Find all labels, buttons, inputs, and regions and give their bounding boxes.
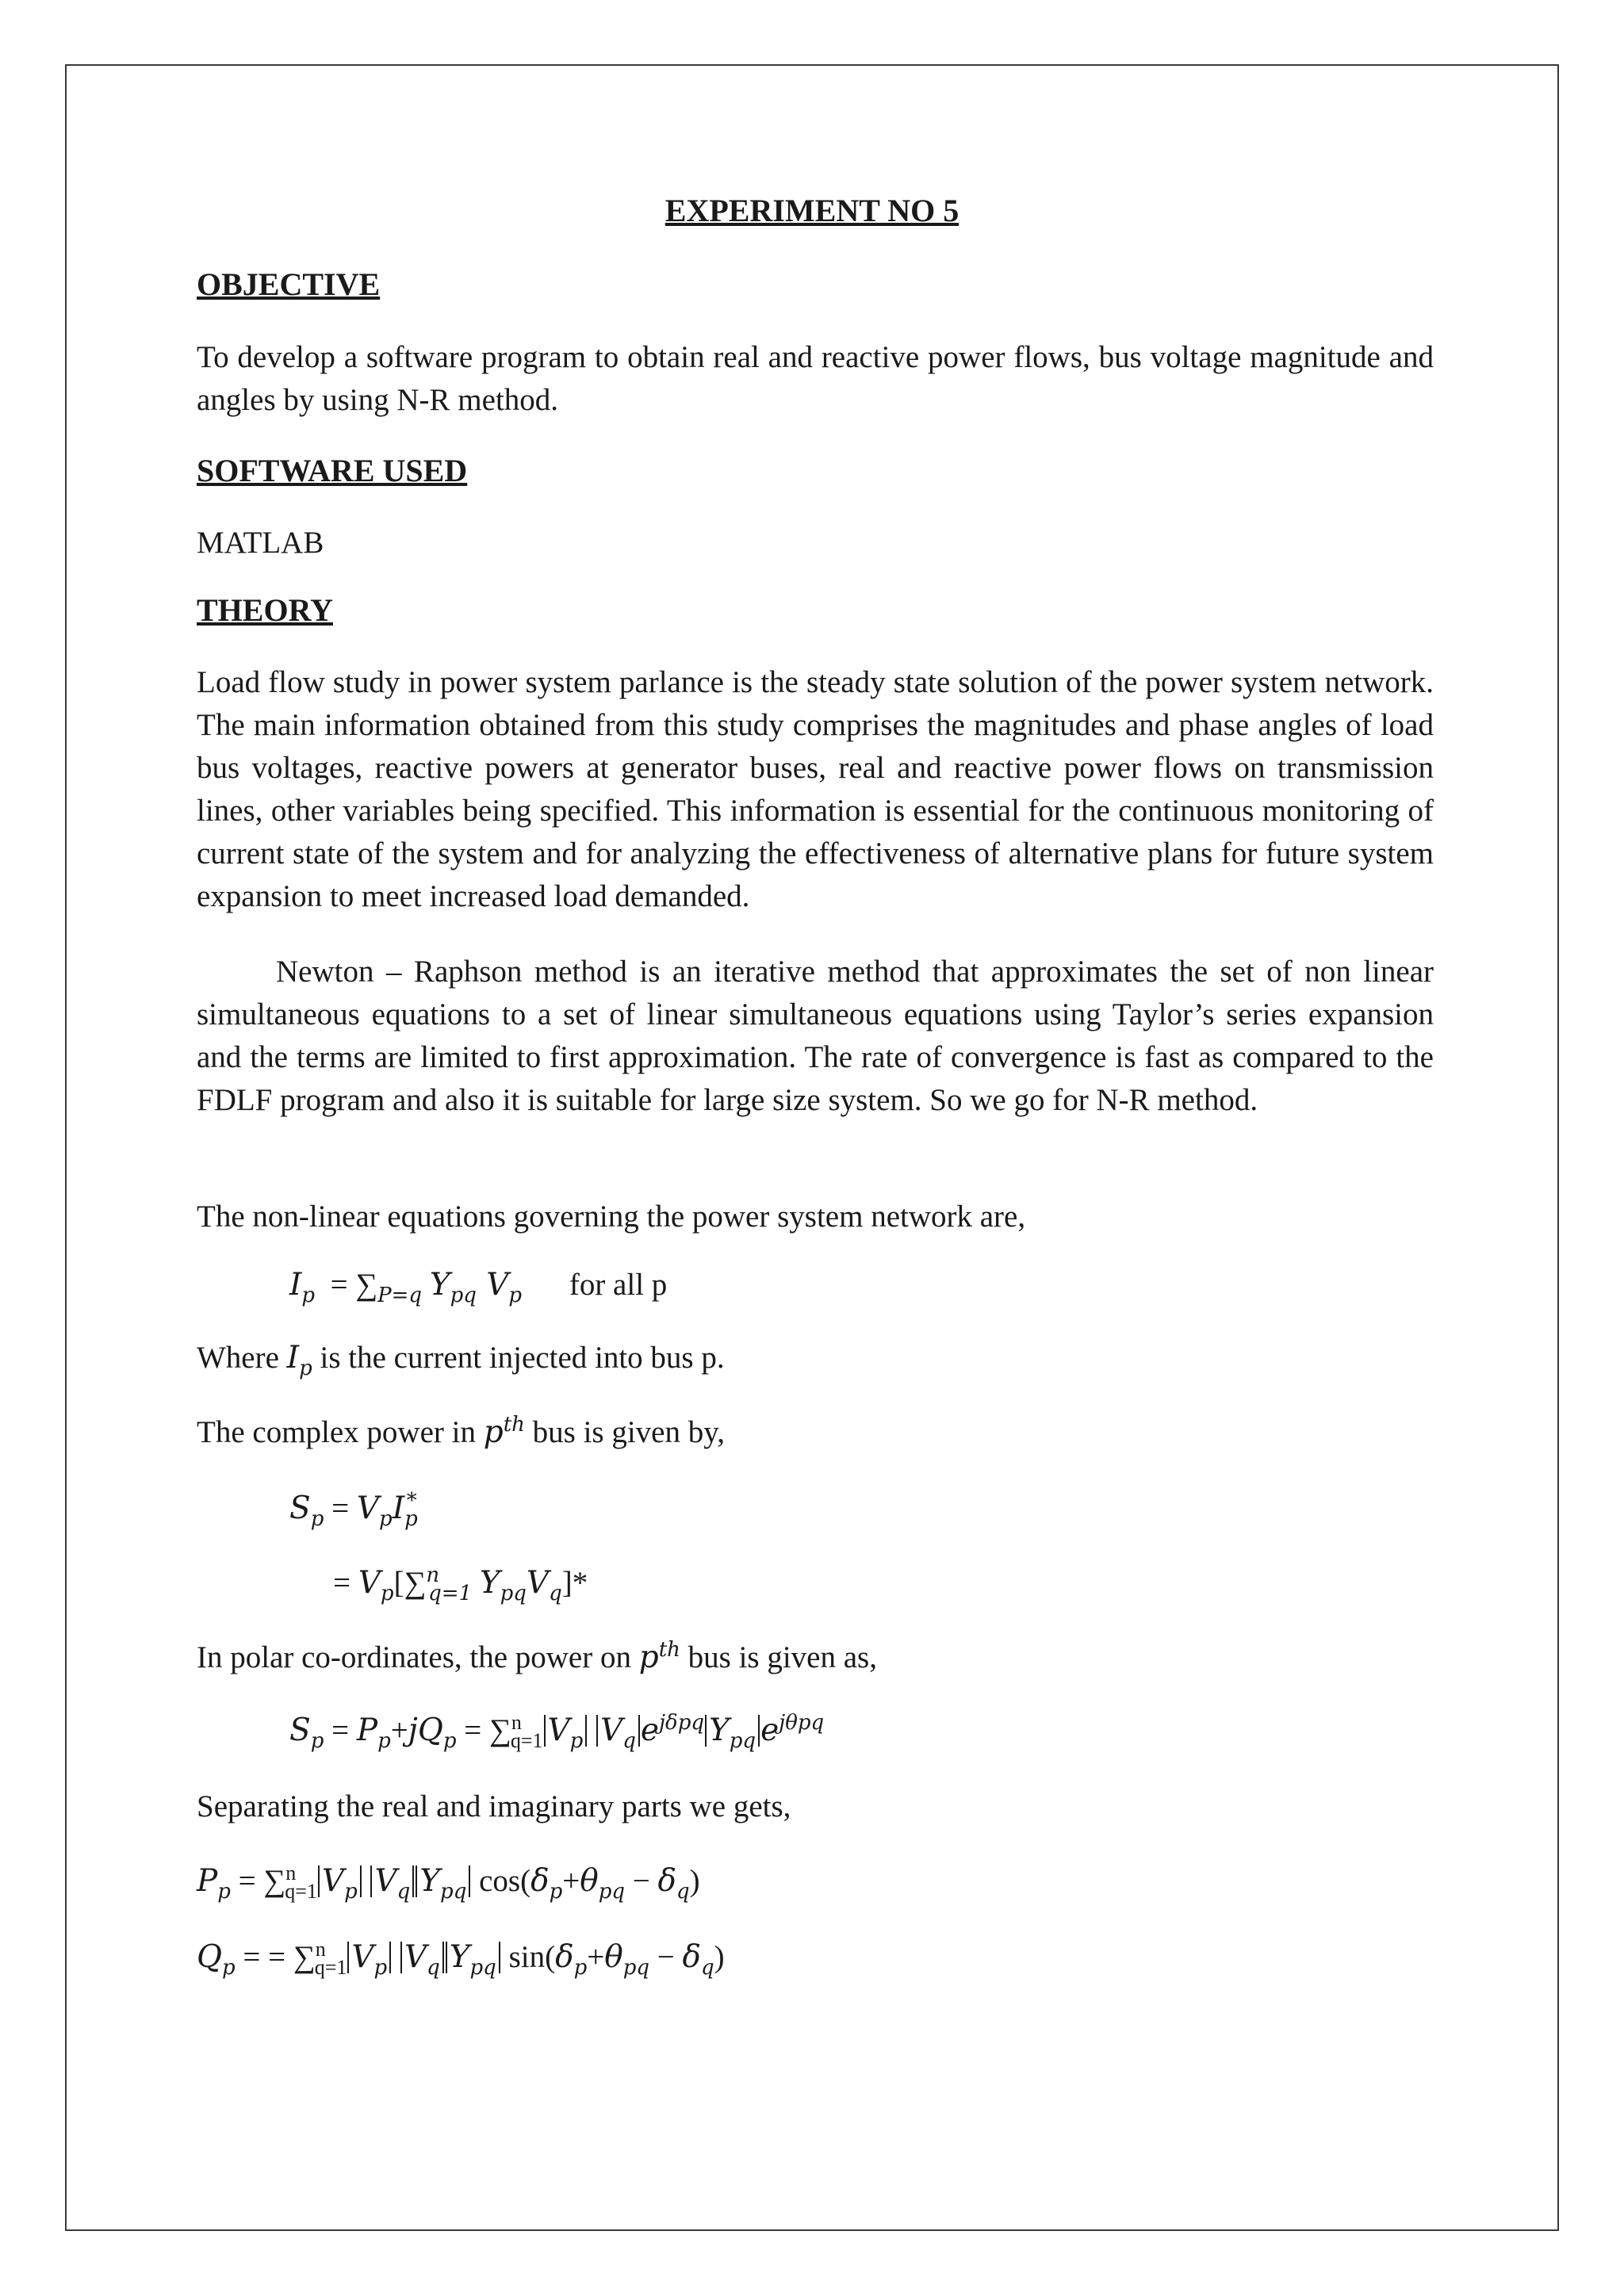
theory-paragraph-2: Newton – Raphson method is an iterative method that approximates the set of non linear simultaneous equations to a set of linear simultaneous equations using Taylor’s series expansion and the terms are limited to first approximation. The rate of convergence is fast as compared to the FDLF program and also it is suitable for large size system. So we go for N-R method. (197, 955, 1434, 1117)
separating-line: Separating the real and imaginary parts we gets, (197, 1789, 791, 1823)
where-line: Where $I_p$ is the current injected into bus p. (197, 1340, 725, 1380)
equation-polar-power: $S_p = P_p+jQ_p = \sum^n_{q=1}$ $V_p$ $V_q$ $e^{j\delta pq}$ $Y_{pq}$ $e^{j\theta pq}$ (289, 1711, 825, 1753)
theory-paragraph-3: The non-linear equations governing the power system network are, (197, 1200, 1026, 1234)
equation-current-injection: $I_p = \sum_{P=q}$ $Y_{pq}$ $V_p$ for all p (289, 1267, 668, 1307)
software-heading: SOFTWARE USED (197, 453, 468, 488)
theory-paragraph-1: Load flow study in power system parlance is the steady state solution of the power system network. The main information obtained from this study comprises the magnitudes and phase angles of load bus voltages, reactive powers at generator buses, real and reactive power flows on transmission lines, other variables being specified. This information is essential for the continuous monitoring of current state of the system and for analyzing the effectiveness of alternative plans for future system expansion to meet increased load demanded. (197, 665, 1434, 913)
page-title: EXPERIMENT NO 5 (665, 193, 959, 228)
theory-heading: THEORY (197, 592, 333, 628)
objective-heading: OBJECTIVE (197, 266, 381, 302)
equation-real-power: $P_p = \sum^n_{q=1}$ $V_p$ $V_q$ $Y_{pq}$ $\cos(\delta_p+\theta_{pq} - \delta_q)$ (197, 1862, 700, 1904)
equation-complex-power: $S_p = V_pI_p^*$ (289, 1489, 418, 1531)
equation-note: for all p (569, 1268, 668, 1302)
objective-text: To develop a software program to obtain real and reactive power flows, bus voltage magnitude and angles by using N-R method. (197, 340, 1434, 417)
complex-power-line: The complex power in $p^{th}$ bus is given by, (197, 1413, 725, 1450)
software-text: MATLAB (197, 526, 324, 560)
equation-reactive-power: $Q_p$ = = ∑$^n_{q=1}$ $V_p$ $V_q$ $Y_{pq}$ $\sin(\delta_p+\theta_{pq} - \delta_q)$ (197, 1938, 725, 1980)
equation-complex-power-expanded: = $V_p[\sum^n_{q=1}$ $Y_{pq}V_q]*$ (333, 1563, 588, 1605)
polar-line: In polar co-ordinates, the power on $p^{th}$ bus is given as, (197, 1638, 877, 1675)
